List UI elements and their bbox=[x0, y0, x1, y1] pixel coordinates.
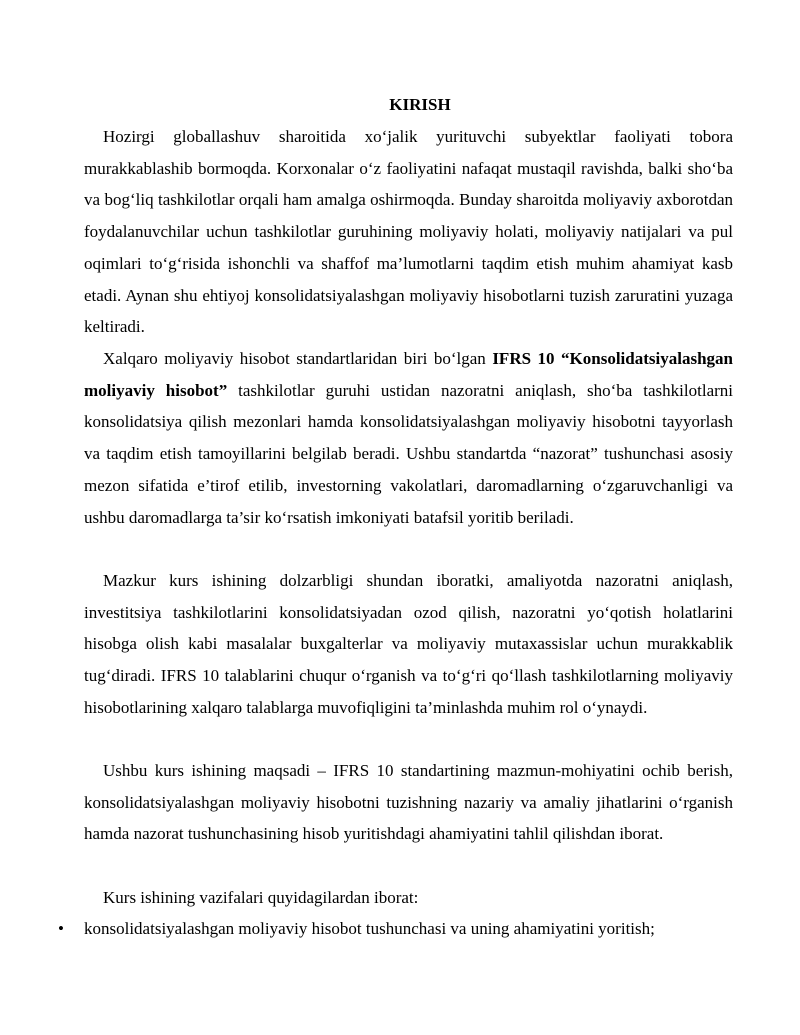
standard-name: IFRS 10 “Konsolidatsiyalashgan moliyaviy hisobot” bbox=[84, 349, 733, 400]
page-title: KIRISH bbox=[389, 95, 451, 114]
list-item-text: konsolidatsiyalashgan moliyaviy hisobot tushunchasi va uning ahamiyatini yoritish; bbox=[84, 919, 655, 938]
list-item bbox=[0, 913, 800, 945]
paragraph-tasks-intro bbox=[84, 882, 733, 914]
paragraph-relevance bbox=[84, 565, 733, 724]
paragraph-text: Kurs ishining vazifalari quyidagilardan iborat: bbox=[103, 888, 419, 907]
paragraph-goal bbox=[84, 755, 733, 850]
paragraph-text: Mazkur kurs ishining dolzarbligi shundan iboratki, amaliyotda nazoratni aniqlash, investitsiya tashkilotlarini konsolidatsiyadan ozod qilish, nazoratni yo‘qotish holatlarini hisobga olish kabi masalalar buxgalterlar va moliyaviy mutaxassislar uchun murakkablik tug‘diradi. IFRS 10 talablarini chuqur o‘rganish va to‘g‘ri qo‘llash tashkilotlarning moliyaviy hisobotlarining xalqaro talablarga muvofiqligini ta’minlashda muhim rol o‘ynaydi. bbox=[84, 571, 733, 717]
paragraph-text: Ushbu kurs ishining maqsadi – IFRS 10 standartining mazmun-mohiyatini ochib berish, konsolidatsiyalashgan moliyaviy hisobotni tuzishning nazariy va amaliy jihatlarini o‘rganish hamda nazorat tushunchasining hisob yuritishdagi ahamiyatini tahlil qilishdan iborat. bbox=[84, 761, 733, 844]
paragraph-text: Hozirgi globallashuv sharoitida xo‘jalik yurituvchi subyektlar faoliyati tobora murakkablashib bormoqda. Korxonalar o‘z faoliyatini nafaqat mustaqil ravishda, balki sho‘ba va bog‘liq tashkilotlar orqali ham amalga oshirmoqda. Bunday sharoitda moliyaviy axborotdan foydalanuvchilar uchun tashkilotlar guruhining moliyaviy holati, moliyaviy natijalari va pul oqimlari to‘g‘risida ishonchli va shaffof ma’lumotlarni taqdim etish muhim ahamiyat kasb etadi. Aynan shu ehtiyoj konsolidatsiyalashgan moliyaviy hisobotlarni tuzish zaruratini yuzaga keltiradi. bbox=[84, 127, 733, 337]
task-list bbox=[0, 913, 800, 945]
paragraph-text: tashkilotlar guruhi ustidan nazoratni aniqlash, sho‘ba tashkilotlarni konsolidatsiya qilish mezonlari hamda konsolidatsiyalashgan moliyaviy hisobotni tayyorlash va taqdim etish tamoyillarini belgilab beradi. Ushbu standartda “nazorat” tushunchasi asosiy mezon sifatida e’tirof etilib, investorning vakolatlari, daromadlarning o‘zgaruvchanligi va ushbu daromadlarga ta’sir ko‘rsatish imkoniyati batafsil yoritib beriladi. bbox=[84, 380, 733, 527]
paragraph-intro bbox=[84, 121, 733, 343]
paragraph-ifrs10 bbox=[84, 343, 733, 533]
bullet-marker: • bbox=[58, 919, 64, 938]
paragraph-text: Xalqaro moliyaviy hisobot standartlaridan biri bo‘lgan bbox=[103, 349, 493, 368]
